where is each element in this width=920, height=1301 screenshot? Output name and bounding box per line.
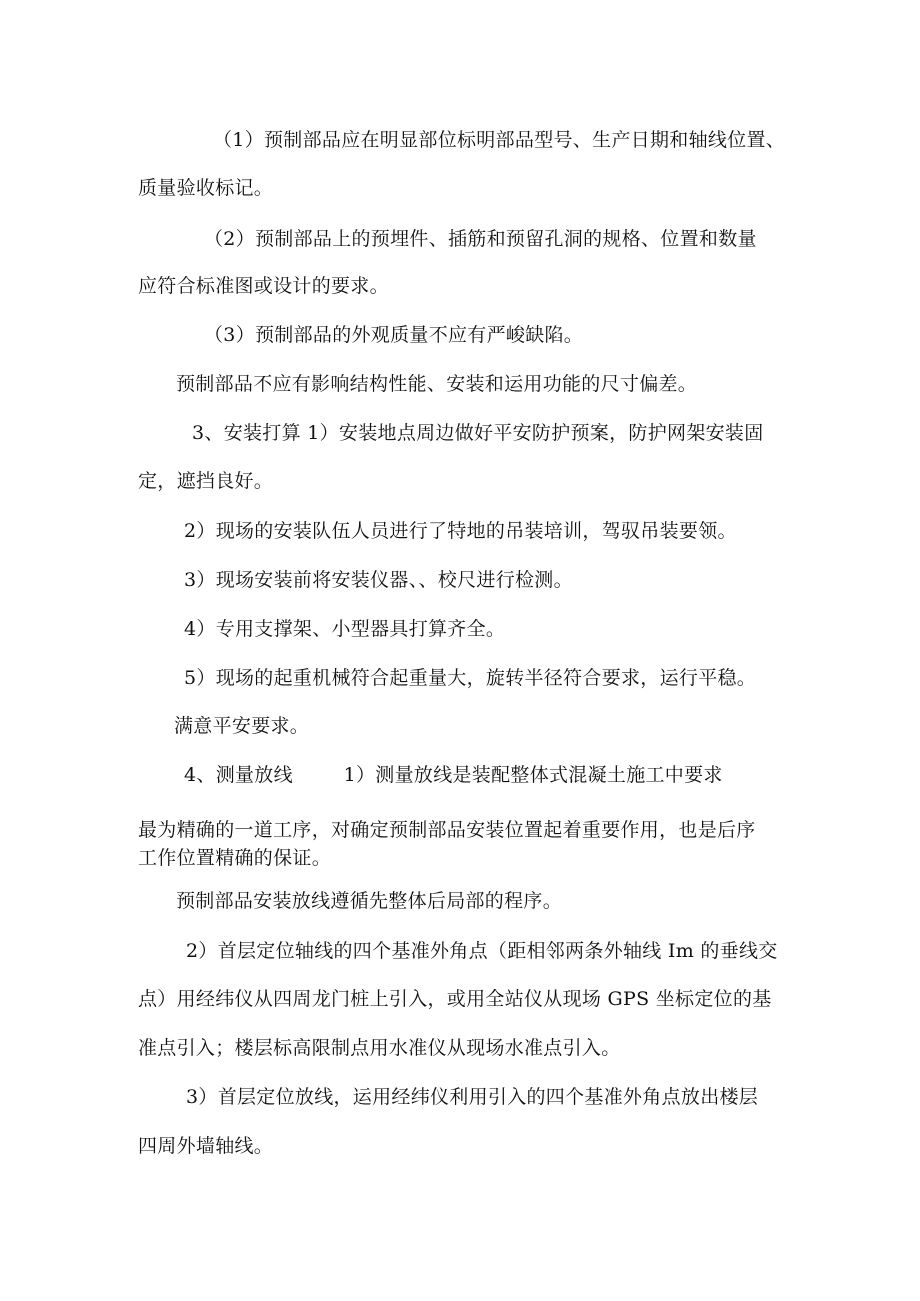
text-line-12: 5）现场的起重机械符合起重量大，旋转半径符合要求，运行平稳。	[184, 667, 757, 689]
text-line-19: 点）用经纬仪从四周龙门桩上引入，或用全站仪从现场 GPS 坐标定位的基	[138, 988, 772, 1010]
text-line-1: （1）预制部品应在明显部位标明部品型号、生产日期和轴线位置、	[213, 129, 786, 151]
text-line-5: （3）预制部品的外观质量不应有严峻缺陷。	[204, 324, 584, 346]
text-line-14: 4、测量放线 1）测量放线是装配整体式混凝土施工中要求	[184, 764, 723, 786]
text-line-20: 准点引入；楼层标高限制点用水准仪从现场水准点引入。	[138, 1037, 621, 1059]
text-line-22: 四周外墙轴线。	[138, 1135, 274, 1157]
text-line-21: 3）首层定位放线，运用经纬仪利用引入的四个基准外角点放出楼层	[186, 1086, 759, 1108]
text-line-16: 工作位置精确的保证。	[138, 847, 332, 869]
text-line-15: 最为精确的一道工序，对确定预制部品安装位置起着重要作用，也是后序	[138, 819, 756, 841]
text-line-11: 4）专用支撑架、小型器具打算齐全。	[184, 618, 506, 640]
text-line-13: 满意平安要求。	[174, 715, 310, 737]
text-line-3: （2）预制部品上的预埋件、插筋和预留孔洞的规格、位置和数量	[204, 228, 757, 250]
text-line-7: 3、安装打算 1）安装地点周边做好平安防护预案，防护网架安装固	[192, 422, 764, 444]
text-line-6: 预制部品不应有影响结构性能、安装和运用功能的尺寸偏差。	[176, 373, 698, 395]
text-line-8: 定，遮挡良好。	[138, 470, 274, 492]
text-line-4: 应符合标准图或设计的要求。	[138, 275, 389, 297]
text-line-18: 2）首层定位轴线的四个基准外角点（距相邻两条外轴线 Im 的垂线交	[186, 940, 778, 962]
text-line-9: 2）现场的安装队伍人员进行了特地的吊装培训，驾驭吊装要领。	[184, 520, 737, 542]
text-line-17: 预制部品安装放线遵循先整体后局部的程序。	[176, 890, 563, 912]
text-line-10: 3）现场安装前将安装仪器、、校尺进行检测。	[184, 569, 573, 591]
text-line-2: 质量验收标记。	[138, 177, 274, 199]
